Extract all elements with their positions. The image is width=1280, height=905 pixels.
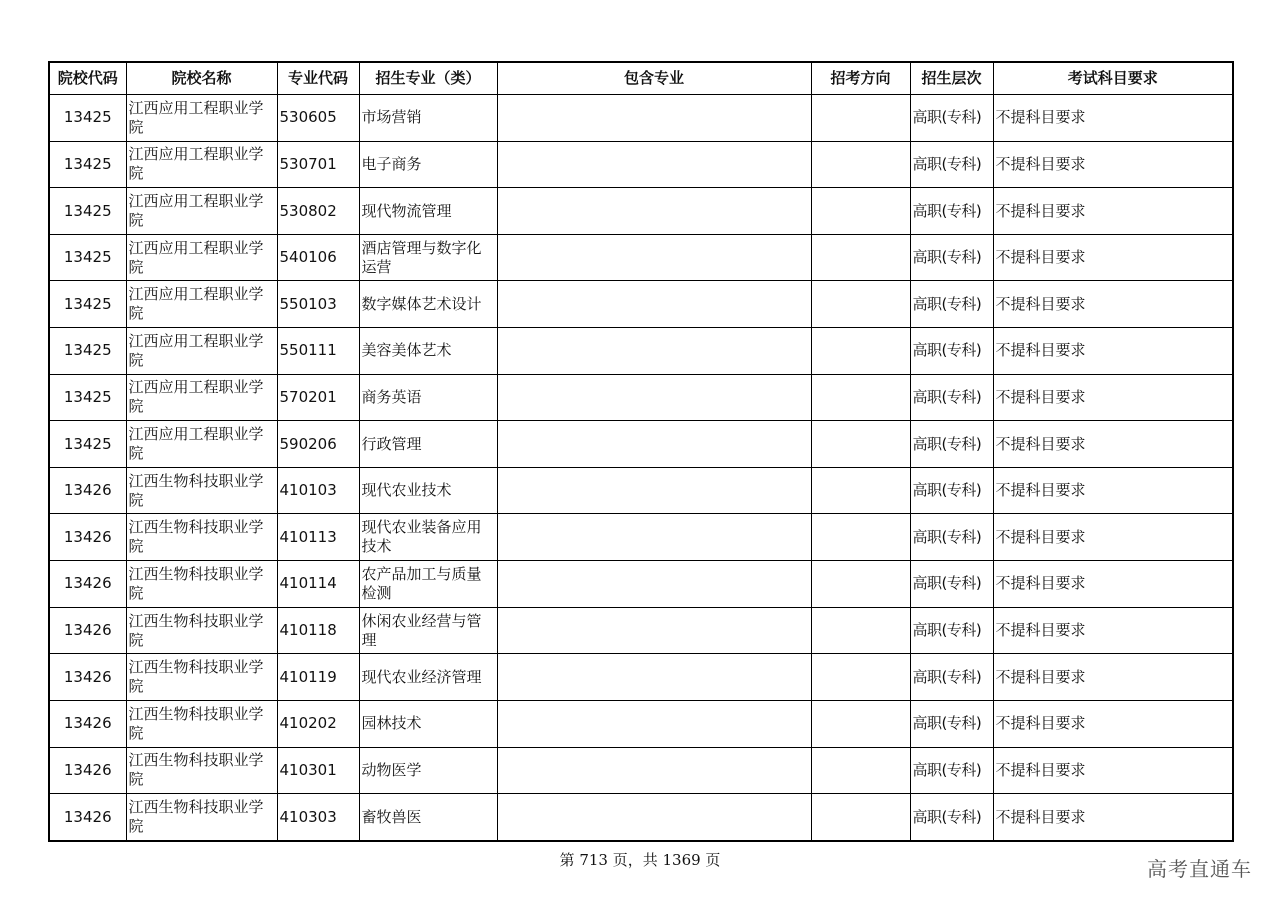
cell-requirement: 不提科目要求 [993,95,1233,142]
cell-requirement: 不提科目要求 [993,700,1233,747]
table-row [49,607,1233,654]
cell-major-code: 410118 [277,607,359,654]
table-row [49,141,1233,188]
table-row [49,421,1233,468]
header-requirement: 考试科目要求 [993,62,1233,95]
cell-school-code: 13425 [49,234,126,281]
cell-school-code: 13425 [49,374,126,421]
cell-level: 高职(专科) [910,794,993,841]
header-major-code: 专业代码 [277,62,359,95]
table-header-row [49,62,1233,95]
cell-included-majors [497,328,811,375]
cell-included-majors [497,374,811,421]
cell-included-majors [497,421,811,468]
cell-school-name: 江西生物科技职业学院 [126,700,277,747]
cell-requirement: 不提科目要求 [993,794,1233,841]
cell-major-code: 410114 [277,561,359,608]
cell-direction [811,794,910,841]
cell-major: 农产品加工与质量检测 [359,561,497,608]
cell-level: 高职(专科) [910,188,993,235]
cell-major: 畜牧兽医 [359,794,497,841]
cell-major: 现代物流管理 [359,188,497,235]
table-row [49,794,1233,841]
cell-included-majors [497,747,811,794]
cell-requirement: 不提科目要求 [993,467,1233,514]
cell-school-code: 13425 [49,421,126,468]
cell-direction [811,374,910,421]
cell-major: 现代农业技术 [359,467,497,514]
cell-direction [811,467,910,514]
cell-level: 高职(专科) [910,281,993,328]
cell-level: 高职(专科) [910,374,993,421]
table-row [49,95,1233,142]
cell-school-name: 江西生物科技职业学院 [126,607,277,654]
header-school-code: 院校代码 [49,62,126,95]
cell-level: 高职(专科) [910,328,993,375]
cell-school-code: 13426 [49,747,126,794]
cell-school-code: 13425 [49,188,126,235]
cell-included-majors [497,700,811,747]
cell-requirement: 不提科目要求 [993,141,1233,188]
cell-level: 高职(专科) [910,607,993,654]
table-row [49,700,1233,747]
table-row [49,467,1233,514]
cell-school-code: 13426 [49,607,126,654]
cell-requirement: 不提科目要求 [993,514,1233,561]
cell-included-majors [497,514,811,561]
cell-major-code: 410119 [277,654,359,701]
cell-major-code: 530605 [277,95,359,142]
cell-school-name: 江西生物科技职业学院 [126,654,277,701]
cell-direction [811,234,910,281]
cell-school-name: 江西应用工程职业学院 [126,95,277,142]
cell-major-code: 530802 [277,188,359,235]
table-row [49,747,1233,794]
cell-level: 高职(专科) [910,747,993,794]
cell-included-majors [497,794,811,841]
cell-direction [811,747,910,794]
cell-school-name: 江西应用工程职业学院 [126,374,277,421]
cell-requirement: 不提科目要求 [993,561,1233,608]
cell-school-code: 13426 [49,561,126,608]
cell-major-code: 530701 [277,141,359,188]
cell-direction [811,654,910,701]
cell-school-code: 13426 [49,467,126,514]
cell-included-majors [497,467,811,514]
cell-level: 高职(专科) [910,467,993,514]
cell-school-name: 江西应用工程职业学院 [126,141,277,188]
cell-major-code: 550103 [277,281,359,328]
cell-requirement: 不提科目要求 [993,188,1233,235]
table-row [49,561,1233,608]
cell-included-majors [497,141,811,188]
header-school-name: 院校名称 [126,62,277,95]
cell-requirement: 不提科目要求 [993,607,1233,654]
cell-requirement: 不提科目要求 [993,421,1233,468]
table-row [49,514,1233,561]
cell-requirement: 不提科目要求 [993,654,1233,701]
cell-school-name: 江西应用工程职业学院 [126,234,277,281]
cell-school-code: 13425 [49,141,126,188]
cell-major: 行政管理 [359,421,497,468]
cell-school-code: 13426 [49,514,126,561]
cell-direction [811,141,910,188]
header-major: 招生专业（类） [359,62,497,95]
cell-major: 休闲农业经营与管理 [359,607,497,654]
cell-school-name: 江西应用工程职业学院 [126,421,277,468]
cell-school-name: 江西生物科技职业学院 [126,467,277,514]
header-included-majors: 包含专业 [497,62,811,95]
cell-direction [811,607,910,654]
cell-major-code: 590206 [277,421,359,468]
enrollment-table [48,61,1234,842]
cell-level: 高职(专科) [910,561,993,608]
cell-major: 园林技术 [359,700,497,747]
cell-level: 高职(专科) [910,700,993,747]
cell-major: 动物医学 [359,747,497,794]
table-row [49,234,1233,281]
table-row [49,188,1233,235]
cell-school-code: 13426 [49,700,126,747]
cell-major-code: 410301 [277,747,359,794]
cell-direction [811,188,910,235]
cell-school-name: 江西应用工程职业学院 [126,328,277,375]
cell-school-code: 13425 [49,281,126,328]
cell-requirement: 不提科目要求 [993,281,1233,328]
cell-major: 现代农业装备应用技术 [359,514,497,561]
cell-major-code: 570201 [277,374,359,421]
table-row [49,654,1233,701]
cell-level: 高职(专科) [910,141,993,188]
cell-level: 高职(专科) [910,514,993,561]
cell-direction [811,514,910,561]
cell-included-majors [497,234,811,281]
cell-school-code: 13425 [49,328,126,375]
cell-major-code: 550111 [277,328,359,375]
cell-requirement: 不提科目要求 [993,328,1233,375]
cell-major: 美容美体艺术 [359,328,497,375]
cell-direction [811,281,910,328]
cell-included-majors [497,561,811,608]
cell-included-majors [497,188,811,235]
table-row [49,374,1233,421]
cell-direction [811,561,910,608]
cell-school-name: 江西生物科技职业学院 [126,794,277,841]
watermark: 高考直通车 [1147,857,1252,881]
cell-included-majors [497,607,811,654]
cell-major-code: 410303 [277,794,359,841]
cell-included-majors [497,95,811,142]
cell-included-majors [497,281,811,328]
cell-requirement: 不提科目要求 [993,747,1233,794]
cell-major: 商务英语 [359,374,497,421]
cell-major: 电子商务 [359,141,497,188]
cell-school-name: 江西生物科技职业学院 [126,747,277,794]
cell-requirement: 不提科目要求 [993,374,1233,421]
cell-school-code: 13426 [49,794,126,841]
cell-direction [811,95,910,142]
cell-major: 数字媒体艺术设计 [359,281,497,328]
cell-major-code: 540106 [277,234,359,281]
cell-major-code: 410113 [277,514,359,561]
cell-level: 高职(专科) [910,654,993,701]
cell-major: 市场营销 [359,95,497,142]
header-level: 招生层次 [910,62,993,95]
cell-level: 高职(专科) [910,421,993,468]
cell-included-majors [497,654,811,701]
cell-school-name: 江西应用工程职业学院 [126,188,277,235]
cell-major-code: 410202 [277,700,359,747]
cell-school-code: 13425 [49,95,126,142]
cell-major: 酒店管理与数字化运营 [359,234,497,281]
table-row [49,281,1233,328]
cell-school-name: 江西生物科技职业学院 [126,514,277,561]
page-number: 第 713 页，共 1369 页 [559,851,721,869]
header-direction: 招考方向 [811,62,910,95]
cell-major-code: 410103 [277,467,359,514]
table-row [49,328,1233,375]
cell-direction [811,328,910,375]
cell-level: 高职(专科) [910,95,993,142]
cell-direction [811,700,910,747]
cell-school-name: 江西生物科技职业学院 [126,561,277,608]
table-body [49,95,1233,842]
cell-direction [811,421,910,468]
cell-requirement: 不提科目要求 [993,234,1233,281]
cell-level: 高职(专科) [910,234,993,281]
cell-school-name: 江西应用工程职业学院 [126,281,277,328]
cell-major: 现代农业经济管理 [359,654,497,701]
cell-school-code: 13426 [49,654,126,701]
